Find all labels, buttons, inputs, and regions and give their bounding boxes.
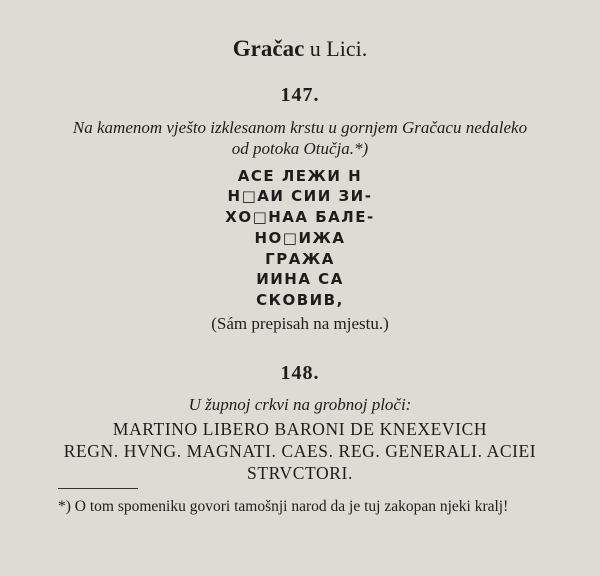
inscription-147-line: АСЕ ЛЕЖИ Н [237,167,363,185]
inscription-147-note: (Sám prepisah na mjestu.) [211,314,389,333]
inscription-147-number: 147. [280,84,320,106]
inscription-147-caption-line2: od potoka Otučja.*) [231,139,369,158]
inscription-147-line: СКОВИВ, [256,291,344,309]
inscription-147-line: ГРАЖА [265,250,335,268]
inscription-147-line: ХО□НАА БАЛЕ- [225,208,375,226]
footnote-divider [58,488,138,489]
inscription-148-caption: U župnoj crkvi na grobnoj ploči: [188,395,412,414]
page-title [0,36,600,62]
inscription-147-line: НО□ИЖА [254,229,346,247]
inscription-148-number: 148. [280,362,320,384]
inscription-147-caption-line1: Na kamenom vješto izklesanom krstu u gornjem Gračacu nedaleko [72,118,528,137]
inscription-147-line: ИИНА СА [256,270,344,288]
inscription-148-line: REGN. HVNG. MAGNATI. CAES. REG. GENERALI. ACIEI [63,441,537,461]
title-region: u Lici. [309,36,368,61]
inscription-148-line: STRVCTORI. [247,463,353,483]
title-place: Gračac [232,36,305,61]
inscription-147-line: Н□АИ СИИ ЗИ- [227,187,373,205]
footnote: *) O tom spomeniku govori tamošnji narod da je tuj zakopan njeki kralj! [58,498,509,515]
inscription-148-line: MARTINO LIBERO BARONI DE KNEXEVICH [112,419,488,439]
